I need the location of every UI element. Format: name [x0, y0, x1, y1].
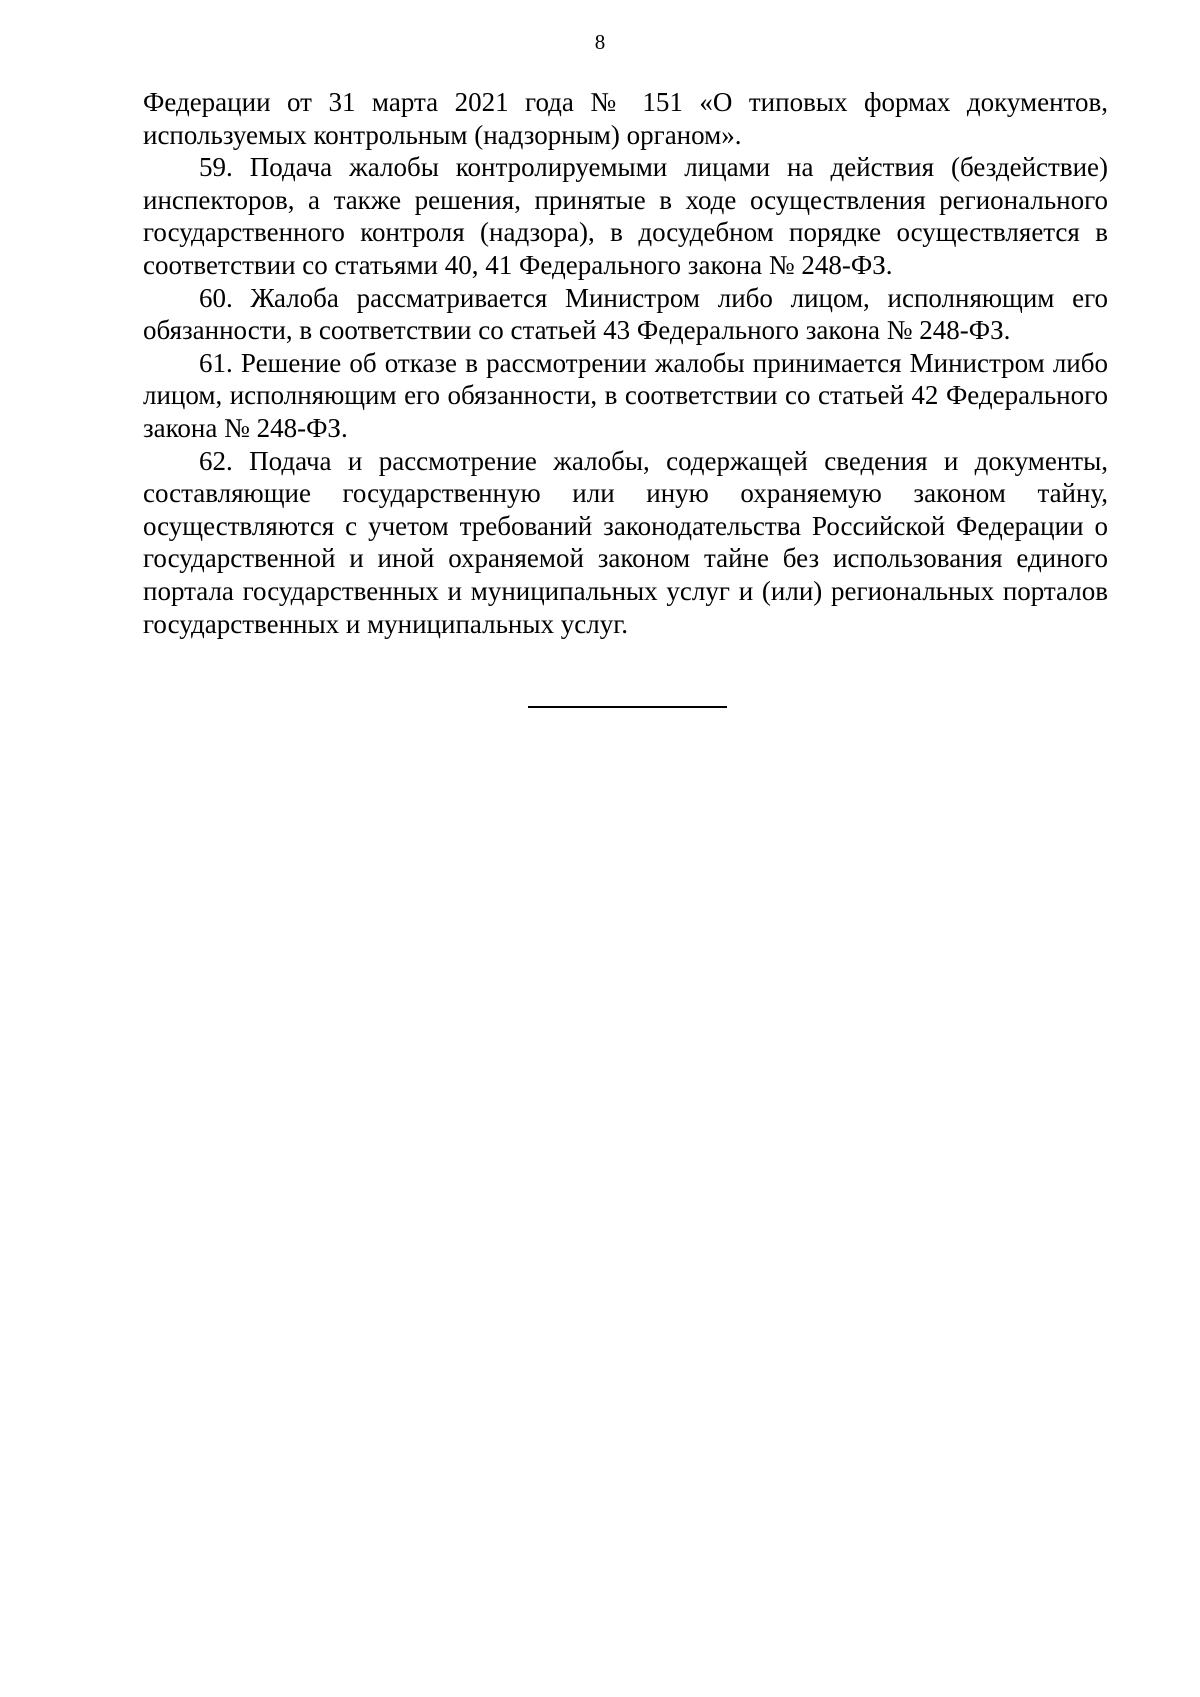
- paragraph-continuation: Федерации от 31 марта 2021 года № 151 «О типовых формах документов, используемых контрольным (надзорным) органом».: [143, 87, 1108, 150]
- document-body: [143, 86, 1108, 640]
- paragraph-61: 61. Решение об отказе в рассмотрении жалобы принимается Министром либо лицом, исполняющим его обязанности, в соответствии со статьей 42 Федерального закона № 248-ФЗ.: [143, 347, 1108, 443]
- paragraph-62: 62. Подача и рассмотрение жалобы, содержащей сведения и документы, составляющие государственную или иную охраняемую законом тайну, осуществляются с учетом требований законодательства Российской Федерации о государственной и иной охраняемой законом тайне без использования единого портала государственных и муниципальных услуг и (или) региональных порталов государственных и муниципальных услуг.: [143, 445, 1108, 639]
- paragraph-60: 60. Жалоба рассматривается Министром либо лицом, исполняющим его обязанности, в соответствии со статьей 43 Федерального закона № 248-ФЗ.: [143, 282, 1108, 346]
- page-number: 8: [594, 30, 606, 54]
- paragraph-59: 59. Подача жалобы контролируемыми лицами на действия (бездействие) инспекторов, а также решения, принятые в ходе осуществления регионального государственного контроля (надзора), в досудебном порядке осуществляется в соответствии со статьями 40, 41 Федерального закона № 248-ФЗ.: [143, 152, 1108, 280]
- end-of-document-rule: [528, 706, 727, 708]
